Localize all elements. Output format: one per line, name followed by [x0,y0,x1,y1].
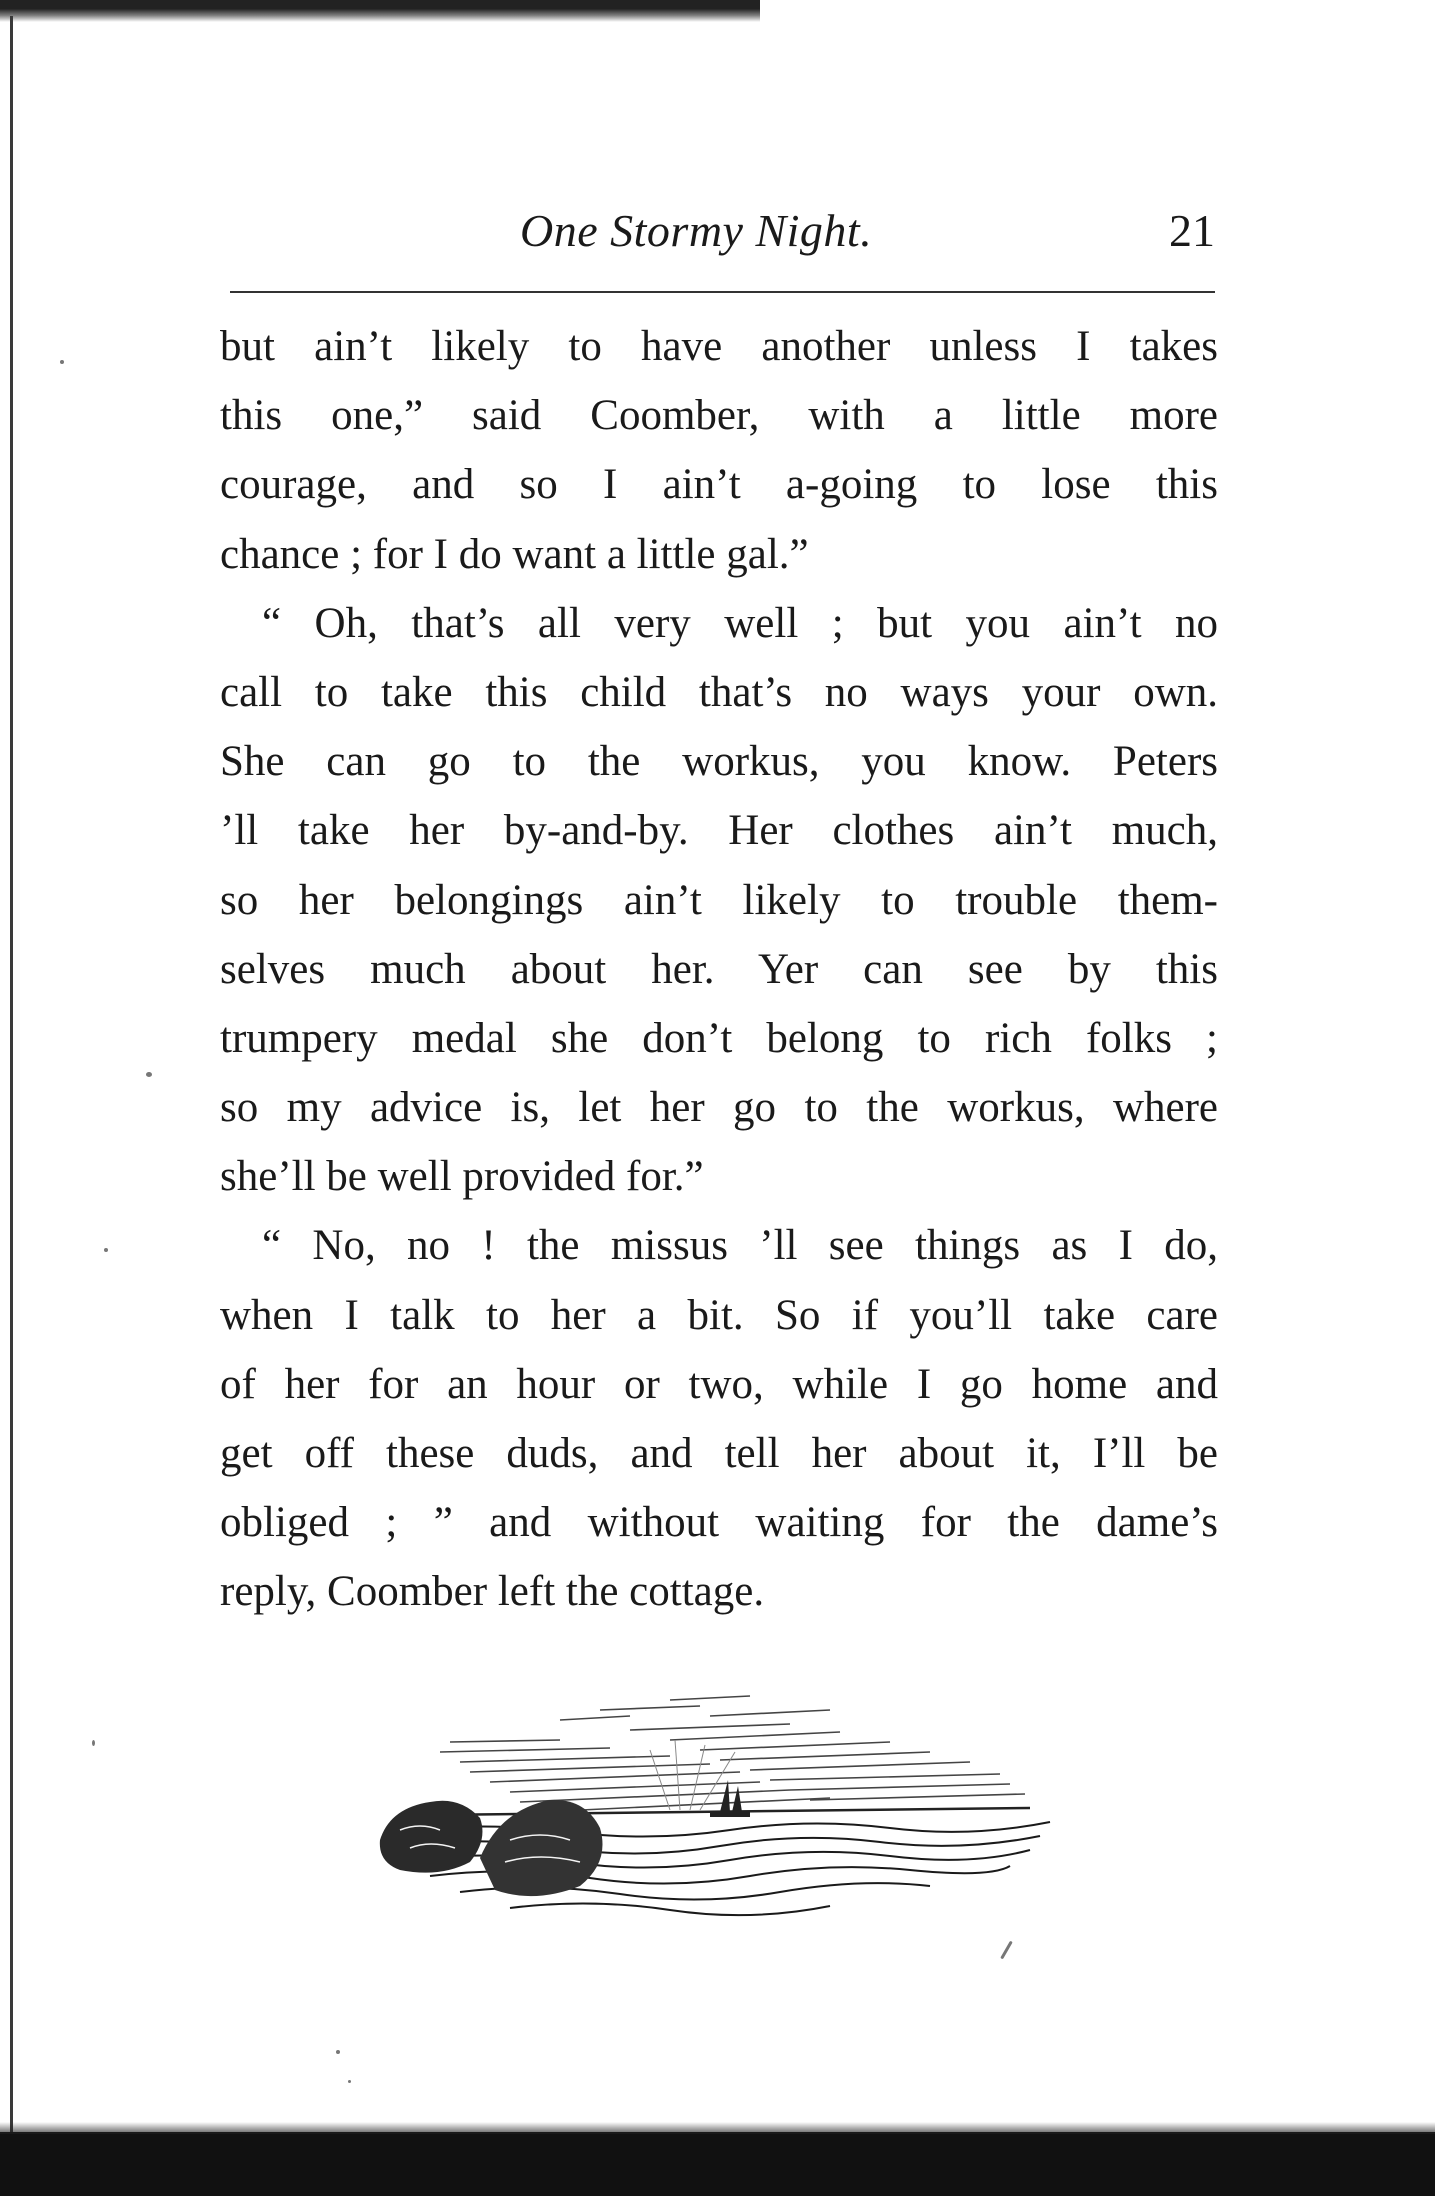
scan-top-edge [0,0,760,22]
text-line: this one,” said Coomber, with a little more [220,392,1218,440]
text-line: but ain’t likely to have another unless I takes [220,323,1218,370]
text-line: obliged ; ” and without waiting for the dame’s [220,1499,1218,1547]
header-rule [230,291,1215,293]
text-line: selves much about her. Yer can see by this [220,945,1218,993]
scan-bottom-edge [0,2132,1435,2196]
scan-speck [1000,1941,1013,1960]
scan-speck [336,2050,340,2054]
scan-speck [60,360,64,364]
page-number: 21 [1169,205,1215,256]
paragraph-1 [220,312,1218,589]
scan-left-edge [10,16,13,2136]
text-line: courage, and so I ain’t a-going to lose this [220,461,1218,509]
body-text [220,312,1218,1627]
sky-hatching [440,1696,1025,1812]
running-title: One Stormy Night. [520,205,873,256]
paragraph-3 [220,1211,1218,1626]
seascape-vignette [370,1690,1060,1930]
scan-speck [348,2080,351,2083]
paragraph-2 [220,589,1218,1212]
scan-speck [104,1248,108,1252]
text-line: get off these duds, and tell her about it, I’ll be [220,1430,1218,1477]
text-line: call to take this child that’s no ways your own. [220,668,1218,716]
running-head [220,200,1215,270]
text-line: so her belongings ain’t likely to trouble them- [220,876,1218,924]
text-line: of her for an hour or two, while I go home and [220,1360,1218,1408]
text-line: “ No, no ! the missus ’ll see things as I do, [262,1222,1218,1270]
text-line: “ Oh, that’s all very well ; but you ain’t no [262,599,1218,647]
scan-speck [146,1072,152,1077]
text-line: when I talk to her a bit. So if you’ll take care [220,1291,1218,1339]
text-line: she’ll be well provided for.” [220,1153,704,1201]
scan-speck [92,1740,95,1746]
text-line: so my advice is, let her go to the workus, where [220,1084,1218,1132]
text-line: chance ; for I do want a little gal.” [220,530,809,578]
text-line: She can go to the workus, you know. Peters [220,738,1218,786]
text-line: ’ll take her by-and-by. Her clothes ain’t much, [220,807,1218,855]
text-line: trumpery medal she don’t belong to rich folks ; [220,1014,1218,1062]
text-line: reply, Coomber left the cottage. [220,1568,765,1616]
